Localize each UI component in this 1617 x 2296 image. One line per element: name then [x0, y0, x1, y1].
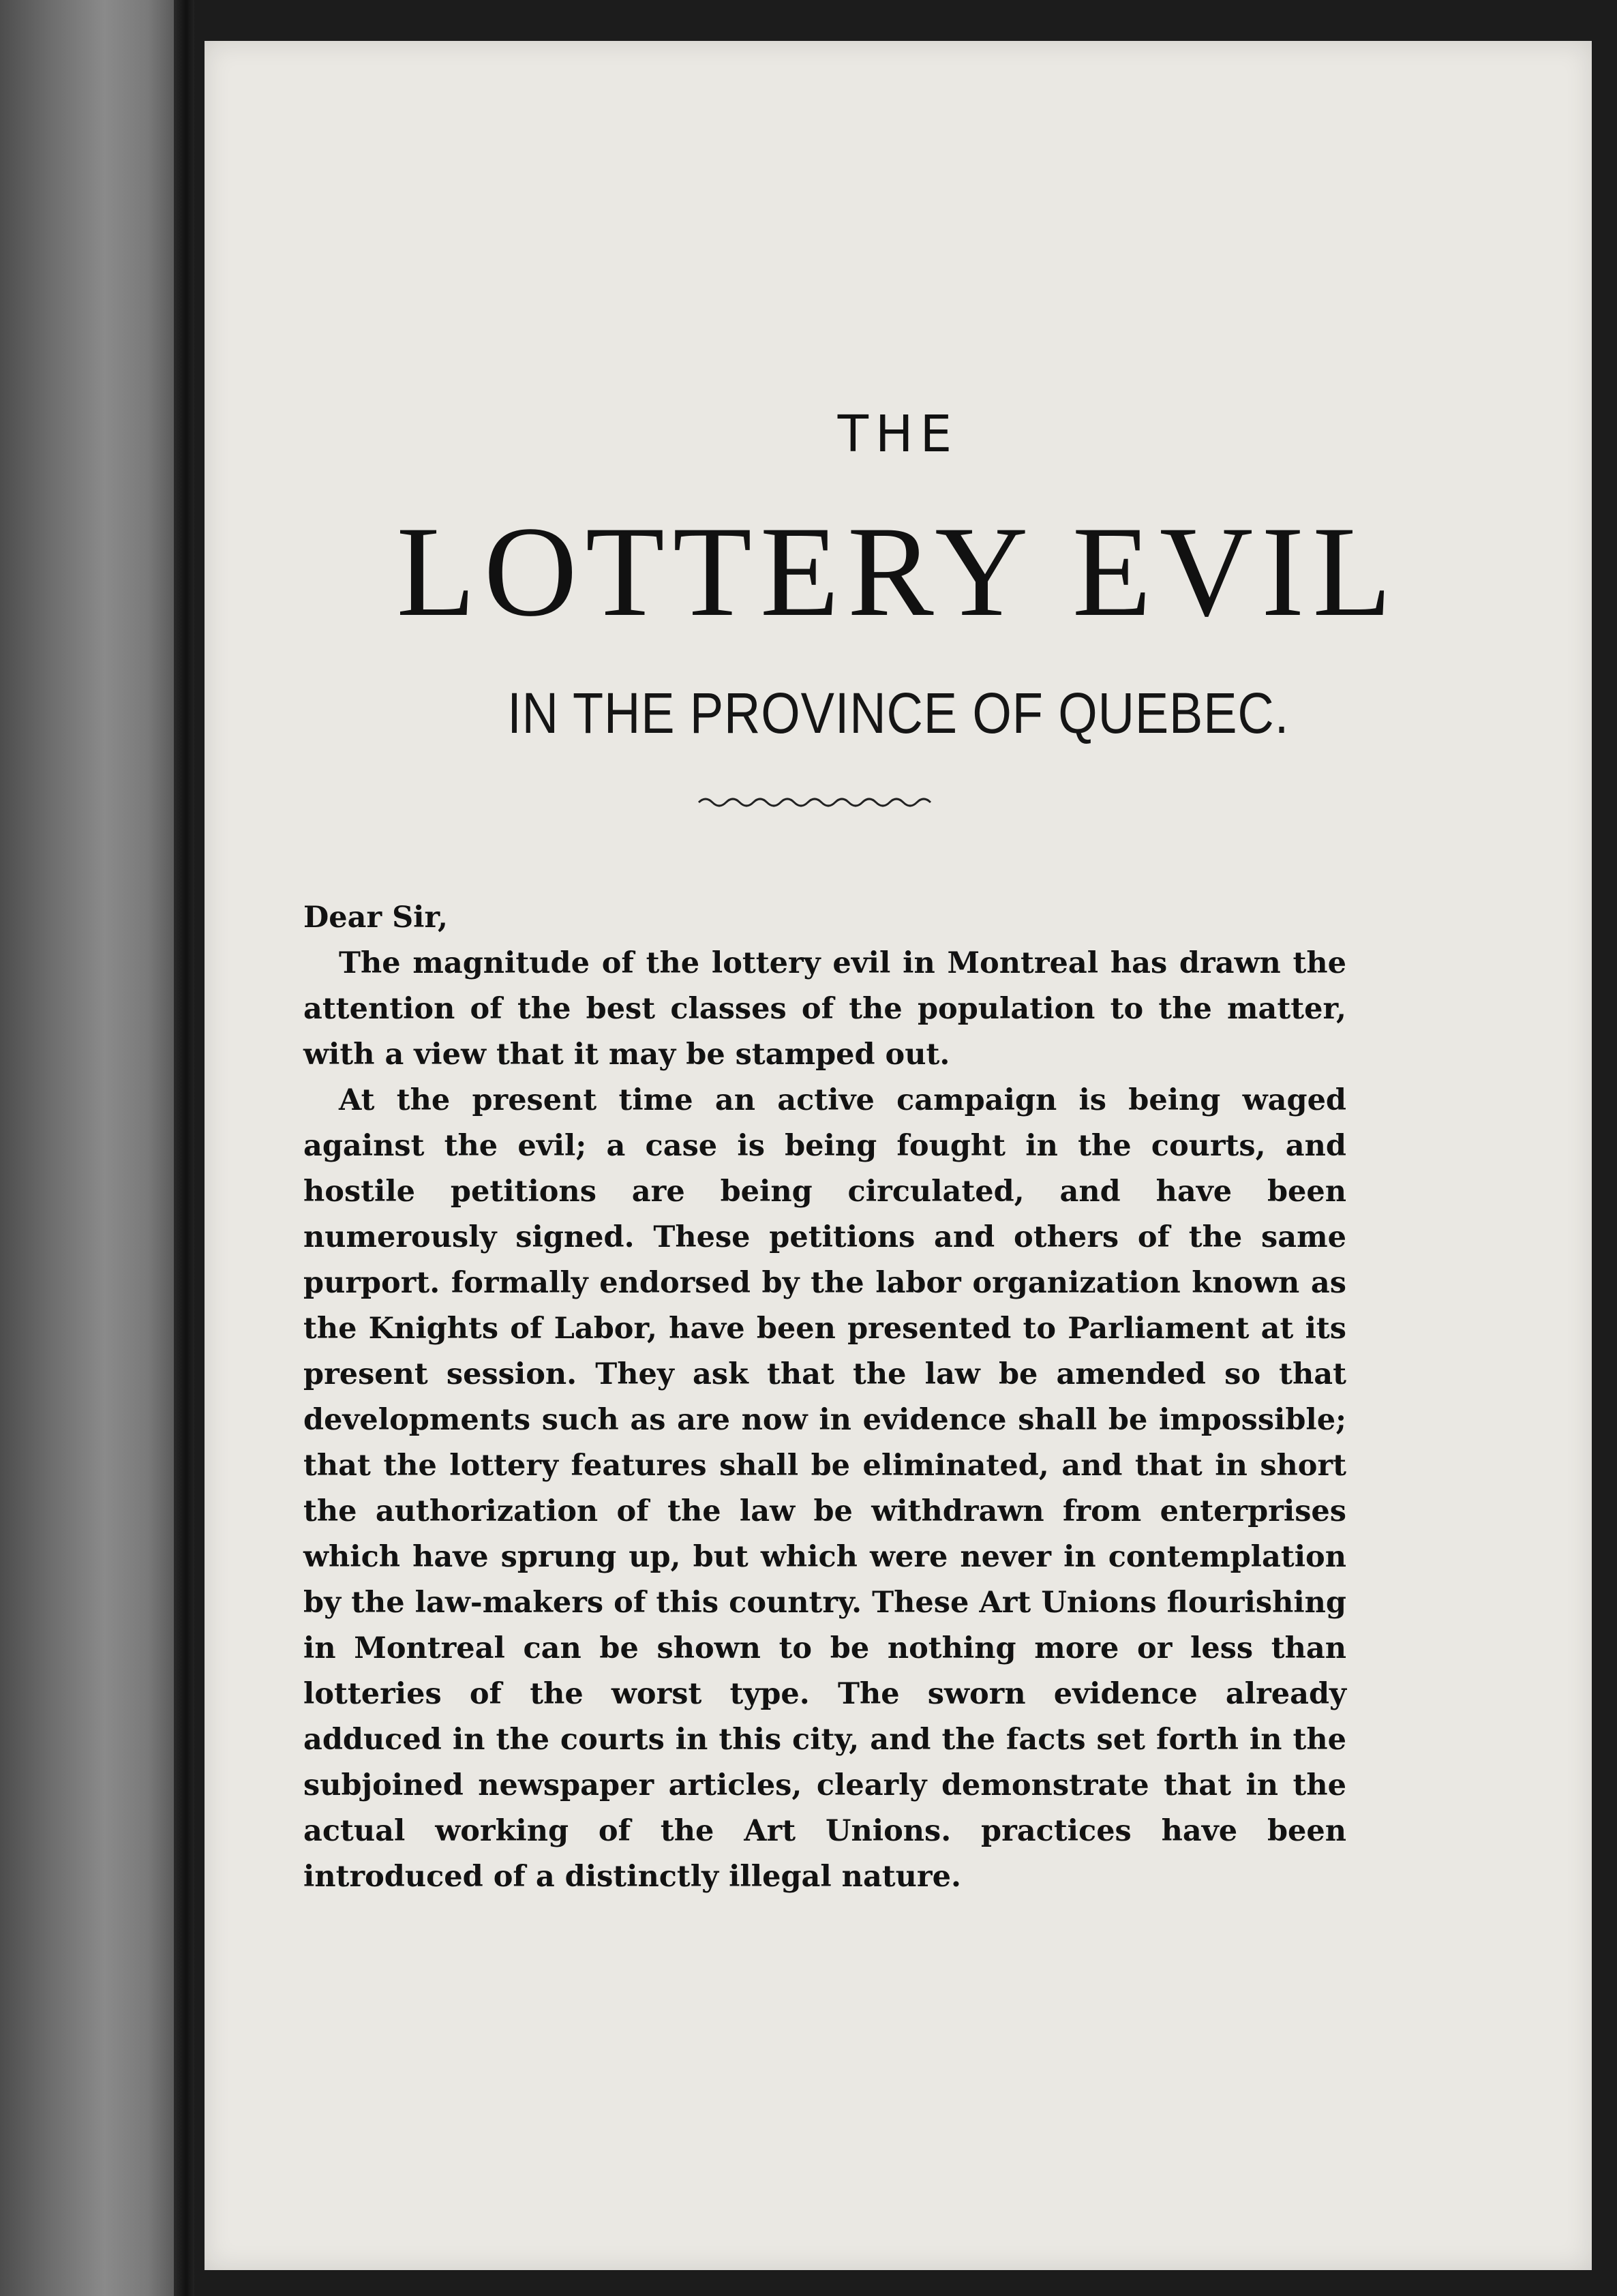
subtitle: IN THE PROVINCE OF QUEBEC.: [507, 681, 1289, 745]
page-gutter-shadow: [174, 0, 194, 2296]
book-spine-edge: [0, 0, 174, 2296]
salutation: Dear Sir,: [303, 901, 449, 935]
paragraph: At the present time an active campaign is being waged against the evil; a case is being fought in the courts, and hostile petitions are being circulated, and have been numerously signed. These petitions and others of the same purport. formally endorsed by the labor organization known as the Knights of Labor, have been presented to Parliament at its present session. They ask that the law be amended so that developments such as are now in evidence shall be impossible; that the lottery features shall be eliminated, and that in short the authorization of the law be withdrawn from enterprises which have sprung up, but which were never in contemplation by the law-makers of this country. These Art Unions flourishing in Montreal can be shown to be nothing more or less than lotteries of the worst type. The sworn evidence already adduced in the courts in this city, and the facts set forth in the subjoined newspaper articles, clearly demonstrate that in the actual working of the Art Unions. practices have been introduced of a distinctly illegal nature.: [303, 1083, 1346, 1894]
letter-body: [303, 895, 1346, 1900]
paragraph: The magnitude of the lottery evil in Montreal has drawn the attention of the best classes of the population to the matter, with a view that it may be stamped out.: [303, 946, 1346, 1072]
title-the: THE: [837, 405, 959, 464]
main-title: LOTTERY EVIL: [396, 500, 1400, 644]
document-page: [205, 41, 1592, 2270]
wavy-divider-ornament: [695, 792, 934, 813]
title-block: [205, 405, 1592, 745]
